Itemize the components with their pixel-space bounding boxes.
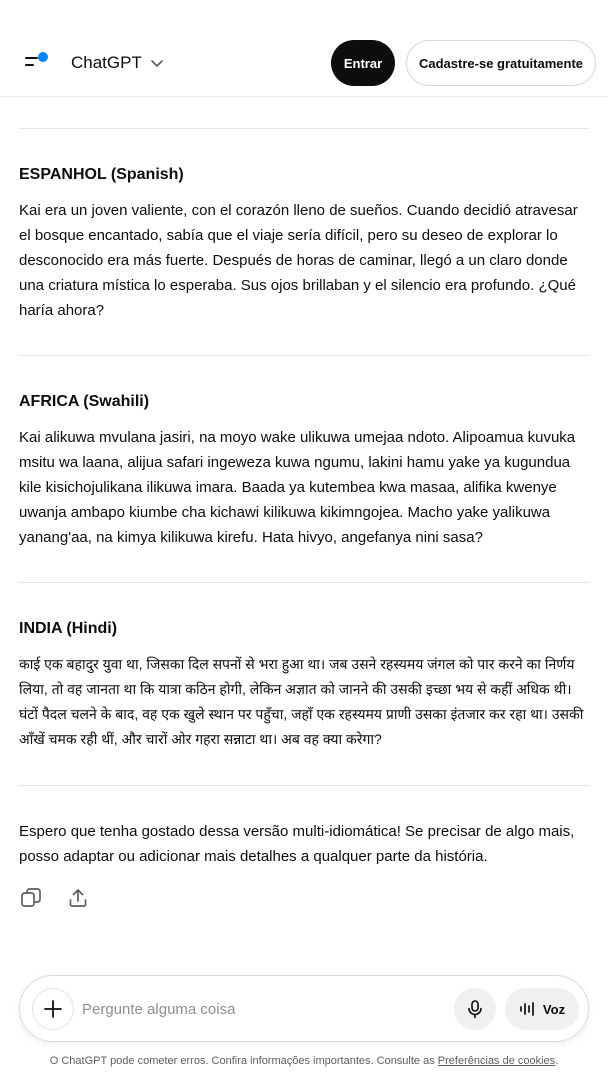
notification-dot-icon <box>38 52 48 62</box>
section-text-hindi: काई एक बहादुर युवा था, जिसका दिल सपनों से भरा हुआ था। जब उसने रहस्यमय जंगल को पार करने का निर्णय लिया, तो वह जानता था कि यात्रा कठिन होगी, लेकिन अज्ञात को जानने की उसकी इच्छा भय से कहीं अधिक थी। घंटों पैदल चलने के बाद, वह एक खुले स्थान पर पहुँचा, जहाँ एक रहस्यमय प्राणी उसका इंतजार कर रहा था। उसकी आँखें चमक रही थीं, और चारों ओर गहरा सन्नाटा था। अब वह क्या करेगा? <box>19 656 584 747</box>
voice-label: Voz <box>542 1001 566 1017</box>
disclaimer-suffix: . <box>555 1055 559 1067</box>
menu-line-icon <box>25 57 38 59</box>
disclaimer <box>0 1053 608 1069</box>
share-icon[interactable] <box>66 886 90 910</box>
copy-icon[interactable] <box>19 886 43 910</box>
disclaimer-text: O ChatGPT pode cometer erros. Confira informações importantes. Consulte as <box>49 1055 438 1067</box>
model-selector[interactable] <box>71 51 164 75</box>
section-divider <box>19 355 589 356</box>
signup-button[interactable]: Cadastre-se gratuitamente <box>406 40 596 86</box>
prompt-composer <box>19 975 589 1042</box>
attach-button[interactable] <box>32 988 74 1030</box>
section-title-swahili: AFRICA (Swahili) <box>19 393 150 410</box>
chevron-down-icon <box>150 56 164 70</box>
prompt-input[interactable] <box>82 996 442 1022</box>
section-divider <box>19 582 589 583</box>
section-divider <box>19 785 589 786</box>
section-title-spanish: ESPANHOL (Spanish) <box>19 166 184 183</box>
section-divider <box>19 128 589 129</box>
waveform-icon <box>519 1000 537 1018</box>
menu-line-icon <box>25 64 34 66</box>
closing-message: Espero que tenha gostado dessa versão multi-idiomática! Se precisar de algo mais, posso adaptar ou adicionar mais detalhes a qualquer parte da história. <box>19 823 575 865</box>
cookie-preferences-link[interactable]: Preferências de cookies <box>437 1055 556 1067</box>
login-button[interactable]: Entrar <box>331 40 395 86</box>
microphone-icon <box>465 999 485 1019</box>
voice-mode-button[interactable] <box>505 988 579 1030</box>
plus-icon <box>43 999 63 1019</box>
section-text-swahili: Kai alikuwa mvulana jasiri, na moyo wake ulikuwa umejaa ndoto. Alipoamua kuvuka msitu wa laana, alijua safari ingeweza kuwa ngumu, lakini hamu yake ya kugundua kile kisichojulikana ilikuwa imara. Baada ya kutembea kwa masaa, alifika kwenye uwanja ambapo kiumbe cha kichawi kilikuwa kikimngojea. Macho yake yalikuwa yanang'aa, na kimya kilikuwa kirefu. Hata hivyo, angefanya nini sasa? <box>19 429 576 546</box>
model-name: ChatGPT <box>71 53 142 72</box>
dictate-button[interactable] <box>454 988 496 1030</box>
section-title-hindi: INDIA (Hindi) <box>19 620 118 637</box>
sidebar-menu-button[interactable] <box>20 48 52 76</box>
top-bar <box>0 0 608 97</box>
section-text-spanish: Kai era un joven valiente, con el corazón lleno de sueños. Cuando decidió atravesar el bosque encantado, sabía que el viaje sería difícil, pero su deseo de explorar lo desconocido era más fuerte. Después de horas de caminar, llegó a un claro donde una criatura mística lo esperaba. Sus ojos brillaban y el silencio era profundo. ¿Qué haría ahora? <box>19 202 578 319</box>
